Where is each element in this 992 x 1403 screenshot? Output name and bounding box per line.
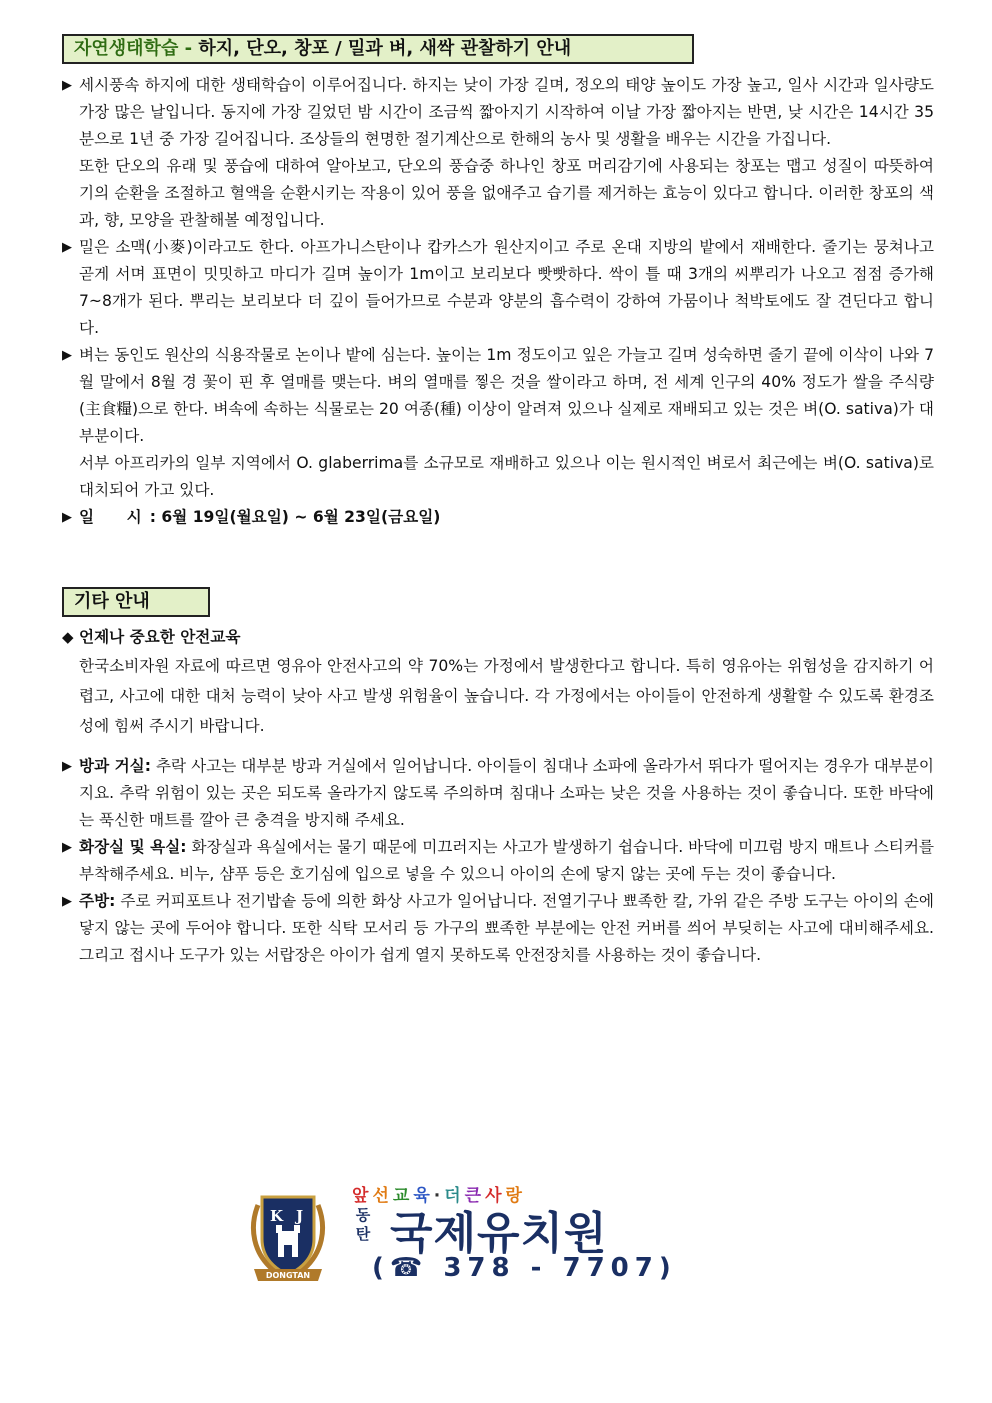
slogan-char: 큰 — [464, 1186, 486, 1206]
logo-ribbon-text: DONGTAN — [265, 1271, 311, 1280]
list-item — [62, 753, 934, 834]
location-dong: 동 — [355, 1206, 371, 1224]
paragraph: 벼는 동인도 원산의 식용작물로 논이나 밭에 심는다. 높이는 1m 정도이고 잎은 가늘고 길며 성숙하면 줄기 끝에 이삭이 나와 7월 말에서 8월 경 꽃이 핀 후 열매를 맺는다. 벼의 열매를 찧은 것을 쌀이라고 하며, 전 세계 인구의 40% 정도가 쌀을 주식량(主食糧)으로 한다. 벼속에 속하는 식물로는 20 여종(種) 이상이 알려져 있으나 실제로 재배되고 있는 것은 벼(O. sativa)가 대부분이다. — [79, 346, 934, 445]
nature-content — [62, 72, 934, 531]
triangle-bullet-icon: ▶ — [62, 759, 72, 774]
phone-number: (☎ 378 - 7707) — [372, 1253, 677, 1283]
schedule-row — [62, 504, 934, 531]
triangle-bullet-icon: ▶ — [62, 894, 72, 909]
list-item — [62, 72, 934, 153]
safety-heading-text: 언제나 중요한 안전교육 — [79, 628, 241, 646]
slogan-char: 랑 — [505, 1186, 526, 1206]
item-text: 화장실과 욕실에서는 물기 때문에 미끄러지는 사고가 발생하기 쉽습니다. 바닥에 미끄럼 방지 매트나 스티커를 부착해주세요. 비누, 샴푸 등은 호기심에 입으로 넣을 수 있으니 아이의 손에 닿지 않는 곳에 두는 것이 좋습니다. — [79, 838, 934, 883]
triangle-bullet-icon: ▶ — [62, 348, 72, 363]
slogan-char: 선 — [372, 1186, 393, 1206]
section-title-main: 하지, 단오, 창포 / 밀과 벼, 새싹 관찰하기 안내 — [198, 38, 572, 59]
slogan-char: 더 — [444, 1186, 465, 1206]
paragraph: 서부 아프리카의 일부 지역에서 O. glaberrima를 소규모로 재배하고 있으나 이는 원시적인 벼로서 최근에는 벼(O. sativa)로 대치되어 가고 있다. — [79, 454, 934, 499]
schedule-label: 일 시 — [79, 508, 142, 526]
safety-heading — [62, 624, 934, 651]
diamond-bullet-icon: ◆ — [62, 628, 74, 646]
paragraph: 밀은 소맥(小麥)이라고도 한다. 아프가니스탄이나 캅카스가 원산지이고 주로 온대 지방의 밭에서 재배한다. 줄기는 뭉쳐나고 곧게 서며 표면이 밋밋하고 마디가 길며 높이가 1m이고 보리보다 빳빳하다. 싹이 틀 때 3개의 씨뿌리가 나오고 점점 증가해 7~8개가 된다. 뿌리는 보리보다 더 깊이 들어가므로 수분과 양분의 흡수력이 강하여 가뭄이나 척박토에도 잘 견딘다고 합니다. — [79, 238, 934, 337]
triangle-bullet-icon: ▶ — [62, 240, 72, 255]
logo-letter-j: J — [296, 1207, 304, 1225]
paragraph: 세시풍속 하지에 대한 생태학습이 이루어집니다. 하지는 낮이 가장 길며, 정오의 태양 높이도 가장 높고, 일사 시간과 일사량도 가장 많은 날입니다. 동지에 가장 길었던 밤 시간이 조금씩 짧아지기 시작하여 이날 가장 짧아지는 반면, 낮 시간은 14시간 35분으로 1년 중 가장 길어집니다. 조상들의 현명한 절기계산으로 한해의 농사 및 생활을 배우는 시간을 가집니다. — [79, 76, 934, 148]
list-item — [62, 834, 934, 888]
item-label: 방과 거실: — [79, 757, 151, 775]
triangle-bullet-icon: ▶ — [62, 78, 72, 93]
safety-content — [62, 624, 934, 969]
list-item — [62, 342, 934, 450]
section-title-nature — [62, 34, 694, 64]
item-text: 추락 사고는 대부분 방과 거실에서 일어납니다. 아이들이 침대나 소파에 올라가서 뛰다가 떨어지는 경우가 대부분이지요. 추락 위험이 있는 곳은 되도록 올라가지 않도록 주의하며 침대나 소파는 낮은 것을 사용하는 것이 좋습니다. 또한 바닥에는 푹신한 매트를 깔아 큰 충격을 방지해 주세요. — [79, 757, 934, 829]
location-tan: 탄 — [355, 1225, 371, 1243]
item-label: 주방: — [79, 892, 116, 910]
section-title-other — [62, 587, 210, 617]
triangle-bullet-icon: ▶ — [62, 510, 72, 525]
list-item — [62, 234, 934, 342]
section-title-prefix: 자연생태학습 - — [74, 38, 199, 59]
safety-intro: 한국소비자원 자료에 따르면 영유아 안전사고의 약 70%는 가정에서 발생한다고 합니다. 특히 영유아는 위험성을 감지하기 어렵고, 사고에 대한 대처 능력이 낮아 사고 발생 위험율이 높습니다. 각 가정에서는 아이들이 안전하게 생활할 수 있도록 환경조성에 힘써 주시기 바랍니다. — [79, 657, 934, 735]
slogan-char: 앞 — [352, 1186, 373, 1206]
section-title-text: 기타 안내 — [74, 591, 150, 612]
slogan-char: 육 — [413, 1186, 434, 1206]
location-label — [353, 1206, 373, 1244]
item-text: 주로 커피포트나 전기밥솥 등에 의한 화상 사고가 일어납니다. 전열기구나 뾰족한 칼, 가위 같은 주방 도구는 아이의 손에 닿지 않는 곳에 두어야 합니다. 또한 식탁 모서리 등 가구의 뾰족한 부분에는 안전 커버를 씌어 부딪히는 사고에 대비해주세요. 그리고 접시나 도구가 있는 서랍장은 아이가 쉽게 열지 못하도록 안전장치를 사용하는 것이 좋습니다. — [79, 892, 934, 964]
slogan-char: 사 — [485, 1186, 506, 1206]
logo-letter-k: K — [270, 1207, 284, 1225]
paragraph: 또한 단오의 유래 및 풍습에 대하여 알아보고, 단오의 풍습중 하나인 창포 머리감기에 사용되는 창포는 맵고 성질이 따뜻하여 기의 순환을 조절하고 혈액을 순환시키는 작용이 있어 풍을 없애주고 습기를 제거하는 효능이 있다고 합니다. 이러한 창포의 색과, 향, 모양을 관찰해볼 예정입니다. — [79, 157, 934, 229]
emblem-icon — [240, 1185, 336, 1285]
schedule-value: : 6월 19일(월요일) ~ 6월 23일(금요일) — [149, 508, 441, 526]
slogan-char: · — [433, 1186, 445, 1206]
triangle-bullet-icon: ▶ — [62, 840, 72, 855]
list-item — [62, 888, 934, 969]
slogan-char: 교 — [392, 1186, 414, 1206]
item-label: 화장실 및 욕실: — [79, 838, 187, 856]
kindergarten-name: 국제유치원 — [390, 1208, 608, 1259]
